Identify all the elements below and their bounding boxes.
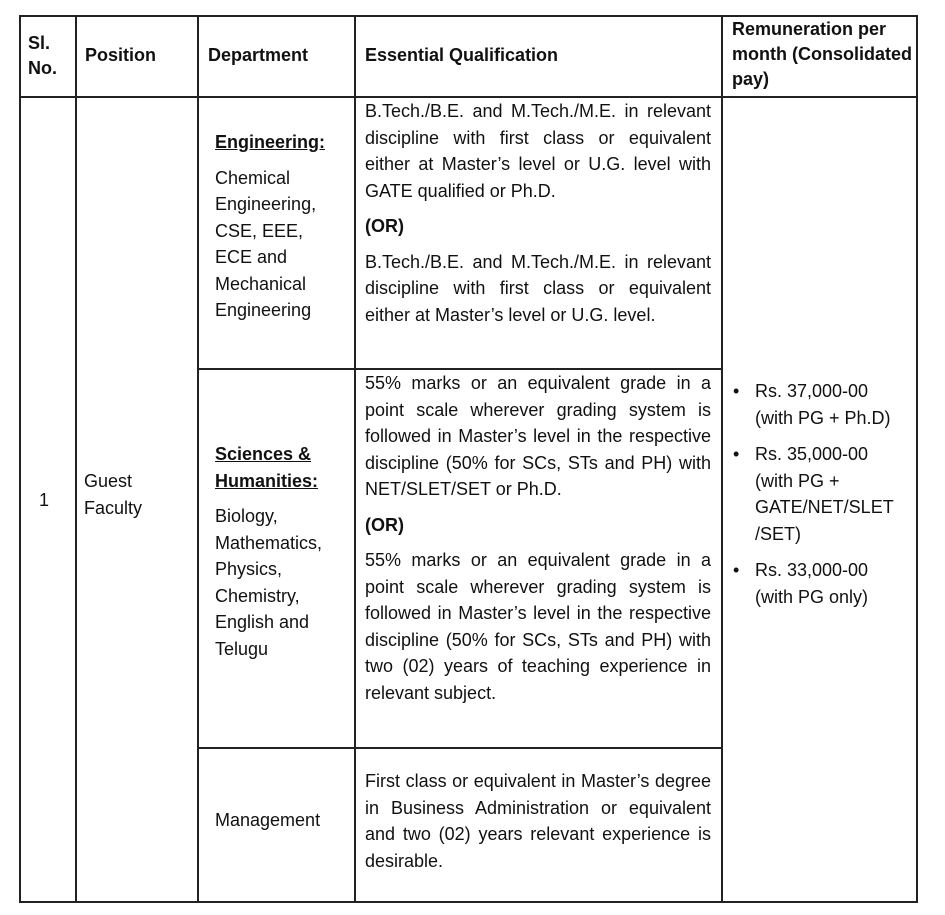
table-border-left bbox=[19, 15, 21, 903]
header-sl-no: Sl. No. bbox=[28, 33, 57, 78]
qualification-engineering bbox=[365, 98, 711, 328]
qualification-text: 55% marks or an equivalent grade in a point scale wherever grading system is followed in Master’s level in the respective discipline (50% for SCs, STs and PH) with two (02) years of teaching experience in relevant subject. bbox=[365, 550, 711, 703]
row-divider bbox=[197, 747, 722, 749]
column-divider bbox=[197, 15, 199, 903]
qualification-text: B.Tech./B.E. and M.Tech./M.E. in relevant discipline with first class or equivalent either at Master’s level or U.G. level. bbox=[365, 251, 711, 325]
column-divider bbox=[75, 15, 77, 903]
table-border-bottom bbox=[19, 901, 918, 903]
remuneration-item: • Rs. 37,000-00 (with PG + Ph.D) bbox=[731, 378, 909, 431]
dept-management: Management bbox=[215, 810, 321, 830]
column-divider bbox=[354, 15, 356, 903]
header-position: Position bbox=[85, 45, 156, 65]
row-position: Guest Faculty bbox=[84, 471, 143, 518]
qualification-sciences bbox=[365, 370, 711, 706]
dept-subjects: Chemical Engineering, CSE, EEE, ECE and Mechanical Engineering bbox=[215, 167, 317, 320]
remuneration-item: • Rs. 35,000-00 (with PG + GATE/NET/SLET /SET) bbox=[731, 441, 909, 547]
dept-heading: Sciences & Humanities: bbox=[215, 444, 319, 491]
remuneration-item: • Rs. 33,000-00 (with PG only) bbox=[731, 557, 909, 610]
header-remuneration: Remuneration per month (Consolidated pay) bbox=[732, 19, 912, 89]
or-label: (OR) bbox=[365, 216, 404, 236]
column-divider bbox=[721, 15, 723, 903]
dept-heading: Engineering: bbox=[215, 132, 326, 152]
qualification-management: First class or equivalent in Master’s degree in Business Administration or equivalent and two (02) years relevant experience is desirable. bbox=[365, 771, 711, 871]
row-sl-no: 1 bbox=[39, 490, 50, 510]
header-qualification: Essential Qualification bbox=[365, 45, 559, 65]
or-label: (OR) bbox=[365, 514, 404, 535]
remuneration-list bbox=[731, 378, 909, 610]
dept-engineering bbox=[215, 129, 345, 324]
qualification-text: B.Tech./B.E. and M.Tech./M.E. in relevant discipline with first class or equivalent either at Master’s level or U.G. level with GATE qualified or Ph.D. bbox=[365, 101, 711, 201]
dept-sciences bbox=[215, 441, 345, 662]
remuneration-cell bbox=[731, 378, 909, 620]
recruitment-table bbox=[19, 15, 918, 903]
dept-subjects: Biology, Mathematics, Physics, Chemistry, English and Telugu bbox=[215, 506, 323, 659]
qualification-text: 55% marks or an equivalent grade in a point scale wherever grading system is followed in Master’s level in the respective discipline (50% for SCs, STs and PH) with NET/SLET/SET or Ph.D. bbox=[365, 373, 711, 499]
table-border-right bbox=[916, 15, 918, 903]
header-department: Department bbox=[208, 45, 309, 65]
